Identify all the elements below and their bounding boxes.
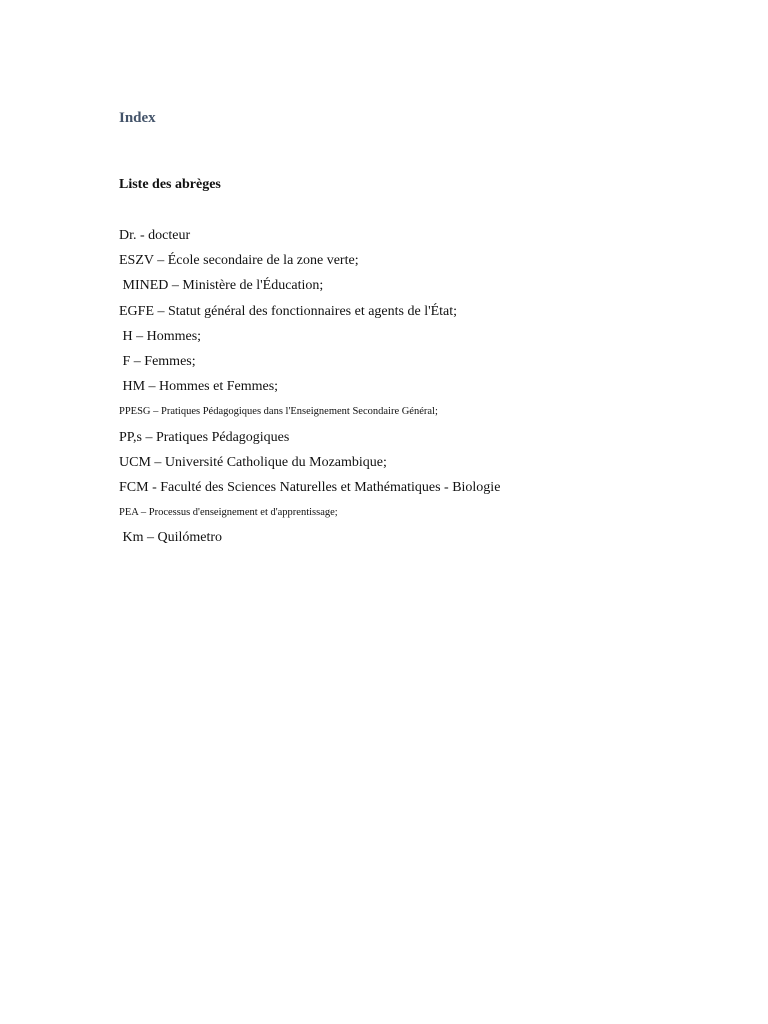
abbreviation-entry-km: Km – Quilómetro	[119, 530, 223, 546]
abbreviation-entry-f: F – Femmes;	[119, 353, 196, 369]
abbreviation-entry-fcm: FCM - Faculté des Sciences Naturelles et Mathématiques - Biologie	[119, 479, 501, 495]
abbreviation-entry-eszv: ESZV – École secondaire de la zone verte;	[119, 253, 359, 269]
abbreviations-list-title: Liste des abrèges	[119, 177, 221, 192]
index-heading: Index	[119, 110, 156, 126]
abbreviation-entry-h: H – Hommes;	[119, 328, 202, 344]
abbreviation-entry-ppesg: PPESG – Pratiques Pédagogiques dans l'Enseignement Secondaire Général;	[119, 406, 438, 418]
abbreviation-entry-mined: MINED – Ministère de l'Éducation;	[119, 278, 324, 294]
abbreviation-entry-hm: HM – Hommes et Femmes;	[119, 379, 279, 395]
abbreviation-entry-pps: PP,s – Pratiques Pédagogiques	[119, 429, 290, 445]
abbreviations-list	[119, 226, 500, 553]
abbreviation-entry-pea: PEA – Processus d'enseignement et d'apprentissage;	[119, 507, 338, 519]
abbreviation-entry-egfe: EGFE – Statut général des fonctionnaires et agents de l'État;	[119, 303, 458, 319]
abbreviation-entry-ucm: UCM – Université Catholique du Mozambique;	[119, 454, 387, 470]
abbreviation-entry-dr: Dr. - docteur	[119, 228, 191, 243]
